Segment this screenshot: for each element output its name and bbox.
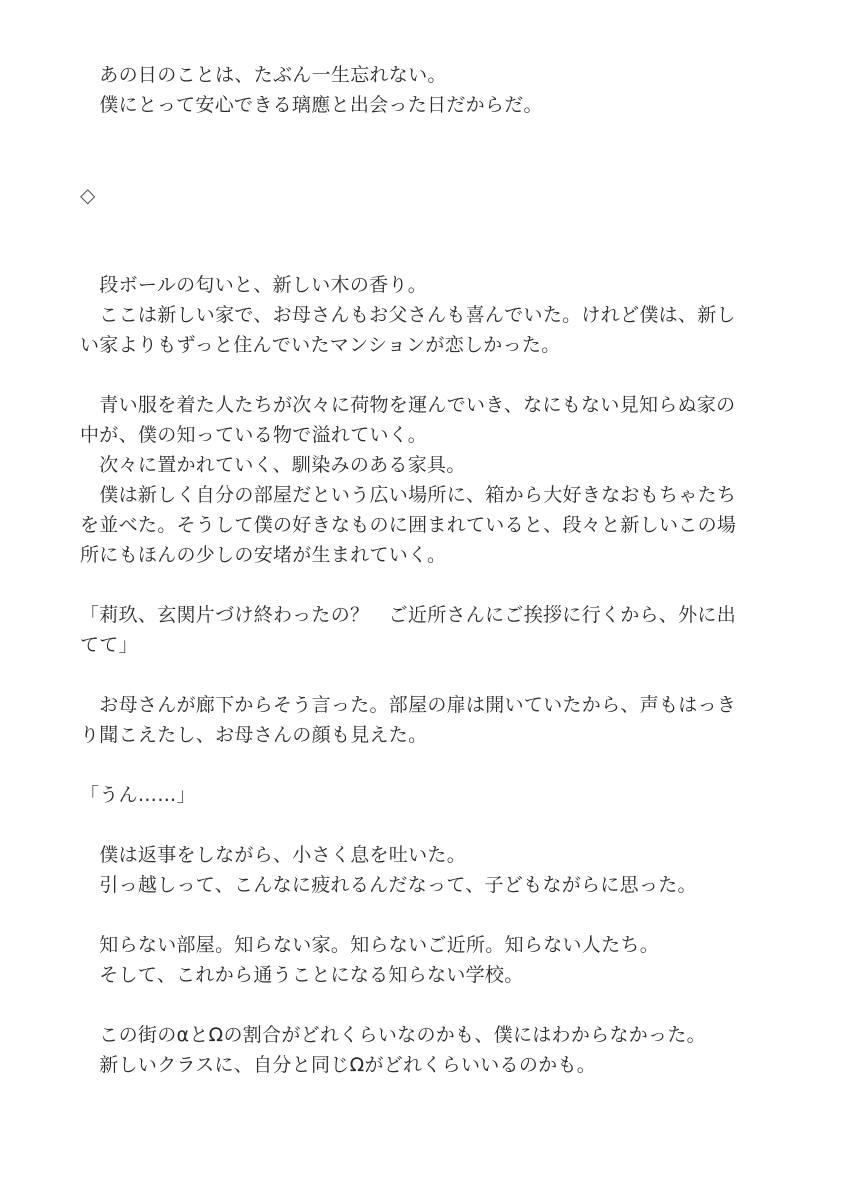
text-line: そして、これから通うことになる知らない学校。 — [80, 964, 524, 986]
blank-line — [80, 990, 770, 1020]
text-line: 中が、僕の知っている物で溢れていく。 — [80, 424, 428, 446]
blank-line — [80, 660, 770, 690]
blank-line — [80, 750, 770, 780]
text-line: り聞こえたし、お母さんの顔も見えた。 — [80, 724, 428, 746]
text-line: あの日のことは、たぶん一生忘れない。 — [80, 64, 447, 86]
document-page — [80, 60, 770, 1080]
blank-line — [80, 570, 770, 600]
text-line: お母さんが廊下からそう言った。部屋の扉は開いていたから、声もはっき — [80, 694, 737, 716]
text-line: 所にもほんの少しの安堵が生まれていく。 — [80, 544, 447, 566]
text-line: い家よりもずっと住んでいたマンションが恋しかった。 — [80, 334, 561, 356]
text-line: 「うん……」 — [80, 784, 196, 806]
blank-line — [80, 360, 770, 390]
text-line: 次々に置かれていく、馴染みのある家具。 — [80, 454, 466, 476]
text-line: 僕は返事をしながら、小さく息を吐いた。 — [80, 844, 467, 866]
text-line: 僕は新しく自分の部屋だという広い場所に、箱から大好きなおもちゃたち — [80, 484, 737, 506]
text-line: 青い服を着た人たちが次々に荷物を運んでいき、なにもない見知らぬ家の — [80, 394, 736, 416]
text-line: 新しいクラスに、自分と同じΩがどれくらいいるのかも。 — [80, 1054, 597, 1076]
text-line: 「莉玖、玄関片づけ終わったの？ ご近所さんにご挨拶に行くから、外に出 — [80, 604, 737, 626]
text-line: を並べた。そうして僕の好きなものに囲まれていると、段々と新しいこの場 — [80, 514, 737, 536]
blank-line — [80, 810, 770, 840]
blank-line — [80, 900, 770, 930]
text-line: この街のαとΩの割合がどれくらいなのかも、僕にはわからなかった。 — [80, 1024, 706, 1046]
text-line: 知らない部屋。知らない家。知らないご近所。知らない人たち。 — [80, 934, 660, 956]
text-line: てて」 — [80, 634, 138, 656]
text-line: 僕にとって安心できる璃應と出会った日だからだ。 — [80, 94, 543, 116]
text-line: ここは新しい家で、お母さんもお父さんも喜んでいた。けれど僕は、新し — [80, 304, 736, 326]
text-line: 引っ越しって、こんなに疲れるんだなって、子どもながらに思った。 — [80, 874, 697, 896]
text-line: 段ボールの匂いと、新しい木の香り。 — [80, 274, 428, 296]
section-separator-diamond-icon: ◇ — [80, 183, 96, 207]
body-text — [80, 270, 770, 1080]
